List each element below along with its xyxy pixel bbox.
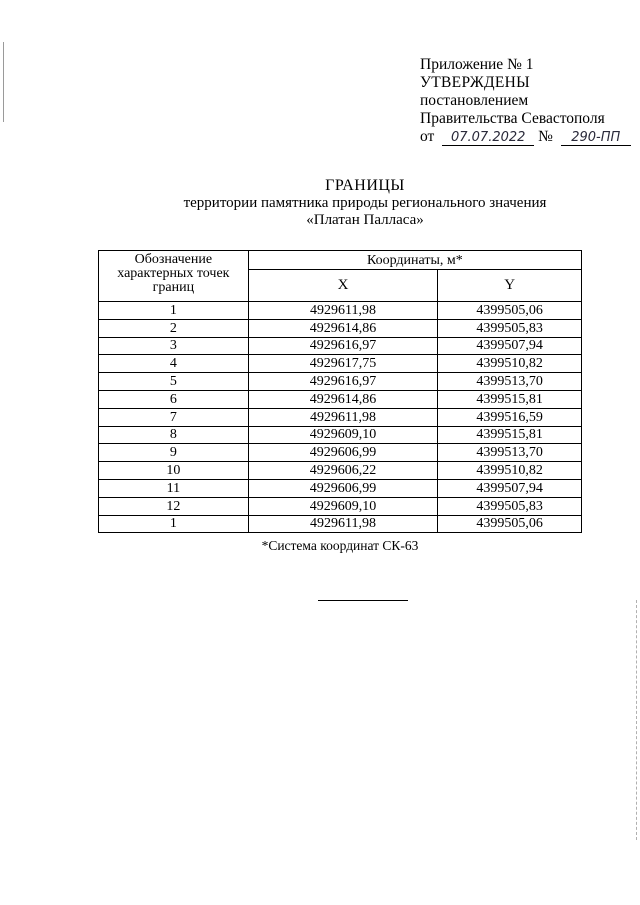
cell-y: 4399515,81 [438,426,582,444]
table-row [99,462,582,480]
cell-x: 4929609,10 [248,497,438,515]
handwritten-number: 290-ПП [561,130,631,146]
cell-y: 4399507,94 [438,479,582,497]
cell-point: 6 [99,390,249,408]
cell-x: 4929606,99 [248,479,438,497]
table-row [99,390,582,408]
number-prefix: № [538,128,553,145]
monument-name: «Платан Палласа» [306,212,424,228]
table-row [99,408,582,426]
cell-point: 8 [99,426,249,444]
authority-label: Правительства Севастополя [420,110,605,127]
table-row [99,302,582,320]
cell-x: 4929606,22 [248,462,438,480]
cell-point: 10 [99,462,249,480]
document-title: ГРАНИЦЫ [325,177,405,194]
cell-y: 4399513,70 [438,444,582,462]
cell-y: 4399505,06 [438,302,582,320]
cell-point: 2 [99,319,249,337]
header-y: Y [438,270,582,302]
cell-point: 3 [99,337,249,355]
cell-x: 4929614,86 [248,319,438,337]
table-row [99,337,582,355]
table-row [99,444,582,462]
cell-point: 12 [99,497,249,515]
header-x: X [248,270,438,302]
footnote: *Система координат СК-63 [261,538,419,553]
cell-y: 4399505,06 [438,515,582,533]
end-rule [318,600,408,601]
table-row [99,355,582,373]
cell-y: 4399505,83 [438,319,582,337]
cell-point: 5 [99,373,249,391]
cell-point: 11 [99,479,249,497]
table-row [99,515,582,533]
table-row [99,479,582,497]
approval-block [420,56,635,146]
cell-y: 4399510,82 [438,462,582,480]
cell-y: 4399510,82 [438,355,582,373]
cell-x: 4929611,98 [248,515,438,533]
document-subtitle: территории памятника природы регионального значения [183,195,547,211]
table-header-row [99,251,582,270]
document-title-block [90,176,640,229]
cell-y: 4399505,83 [438,497,582,515]
appendix-label: Приложение № 1 [420,56,534,73]
cell-x: 4929606,99 [248,444,438,462]
table-row [99,373,582,391]
cell-point: 1 [99,302,249,320]
scan-edge-mark [3,42,4,122]
cell-x: 4929609,10 [248,426,438,444]
table-row [99,497,582,515]
cell-y: 4399516,59 [438,408,582,426]
header-coordinates: Координаты, м* [248,251,581,270]
cell-point: 9 [99,444,249,462]
coordinates-table [98,250,582,533]
header-designation: Обозначение характерных точек границ [99,251,249,302]
date-prefix: от [420,128,435,145]
cell-x: 4929611,98 [248,408,438,426]
table-row [99,319,582,337]
cell-y: 4399507,94 [438,337,582,355]
handwritten-date: 07.07.2022 [442,130,534,146]
cell-x: 4929616,97 [248,373,438,391]
cell-y: 4399515,81 [438,390,582,408]
cell-x: 4929617,75 [248,355,438,373]
cell-point: 7 [99,408,249,426]
cell-x: 4929611,98 [248,302,438,320]
approved-label: УТВЕРЖДЕНЫ [420,74,530,91]
cell-point: 4 [99,355,249,373]
decree-label: постановлением [420,92,529,109]
table-row [99,426,582,444]
cell-y: 4399513,70 [438,373,582,391]
cell-point: 1 [99,515,249,533]
scan-edge-mark [636,600,638,840]
cell-x: 4929616,97 [248,337,438,355]
cell-x: 4929614,86 [248,390,438,408]
date-number-line [420,128,635,146]
